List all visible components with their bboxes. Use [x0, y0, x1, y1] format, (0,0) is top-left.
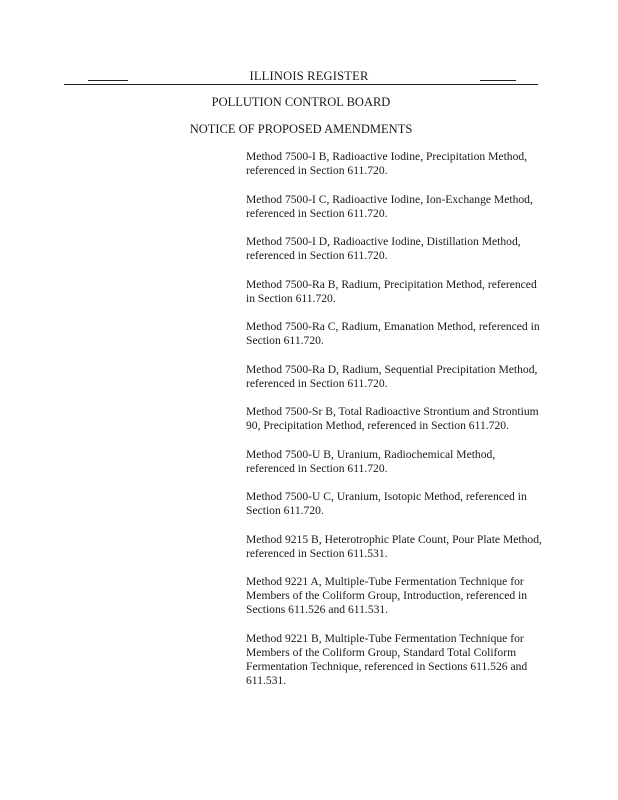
- board-title-text: POLLUTION CONTROL BOARD: [211, 95, 391, 109]
- method-item: Method 7500-U C, Uranium, Isotopic Method, referenced in Section 611.720.: [246, 490, 527, 517]
- method-item: Method 7500-Sr B, Total Radioactive Strontium and Strontium 90, Precipitation Method, referenced in Section 611.720.: [246, 405, 539, 432]
- method-item: Method 7500-U B, Uranium, Radiochemical Method, referenced in Section 611.720.: [246, 447, 496, 475]
- method-item: Method 7500-Ra D, Radium, Sequential Precipitation Method, referenced in Section 611.720.: [246, 362, 538, 390]
- notice-title-text: NOTICE OF PROPOSED AMENDMENTS: [189, 122, 413, 136]
- method-item: Method 7500-I B, Radioactive Iodine, Precipitation Method, referenced in Section 611.720.: [246, 150, 528, 177]
- register-title: [0, 69, 618, 84]
- method-item: Method 7500-Ra B, Radium, Precipitation Method, referenced in Section 611.720.: [246, 277, 537, 305]
- method-item: Method 7500-I C, Radioactive Iodine, Ion-Exchange Method, referenced in Section 611.720.: [246, 192, 533, 220]
- method-item: Method 9215 B, Heterotrophic Plate Count, Pour Plate Method, referenced in Section 611.531.: [246, 532, 542, 560]
- header-rule-mark-left: [88, 80, 128, 81]
- header-rule-mark-right: [480, 80, 516, 81]
- method-item: Method 7500-Ra C, Radium, Emanation Method, referenced in Section 611.720.: [246, 320, 540, 347]
- board-title: [0, 95, 618, 110]
- method-item: Method 9221 B, Multiple-Tube Fermentation Technique for Members of the Coliform Group, Standard Total Coliform Fermentation Technique, referenced in Sections 611.526 and 611.531.: [246, 631, 528, 687]
- register-title-text: ILLINOIS REGISTER: [249, 69, 369, 83]
- method-item: Method 7500-I D, Radioactive Iodine, Distillation Method, referenced in Section 611.720.: [246, 235, 521, 262]
- header-rule: [64, 84, 538, 85]
- notice-title: [0, 122, 618, 137]
- method-list: [246, 150, 546, 702]
- method-item: Method 9221 A, Multiple-Tube Fermentation Technique for Members of the Coliform Group, Introduction, referenced in Sections 611.526 and 611.531.: [246, 575, 528, 616]
